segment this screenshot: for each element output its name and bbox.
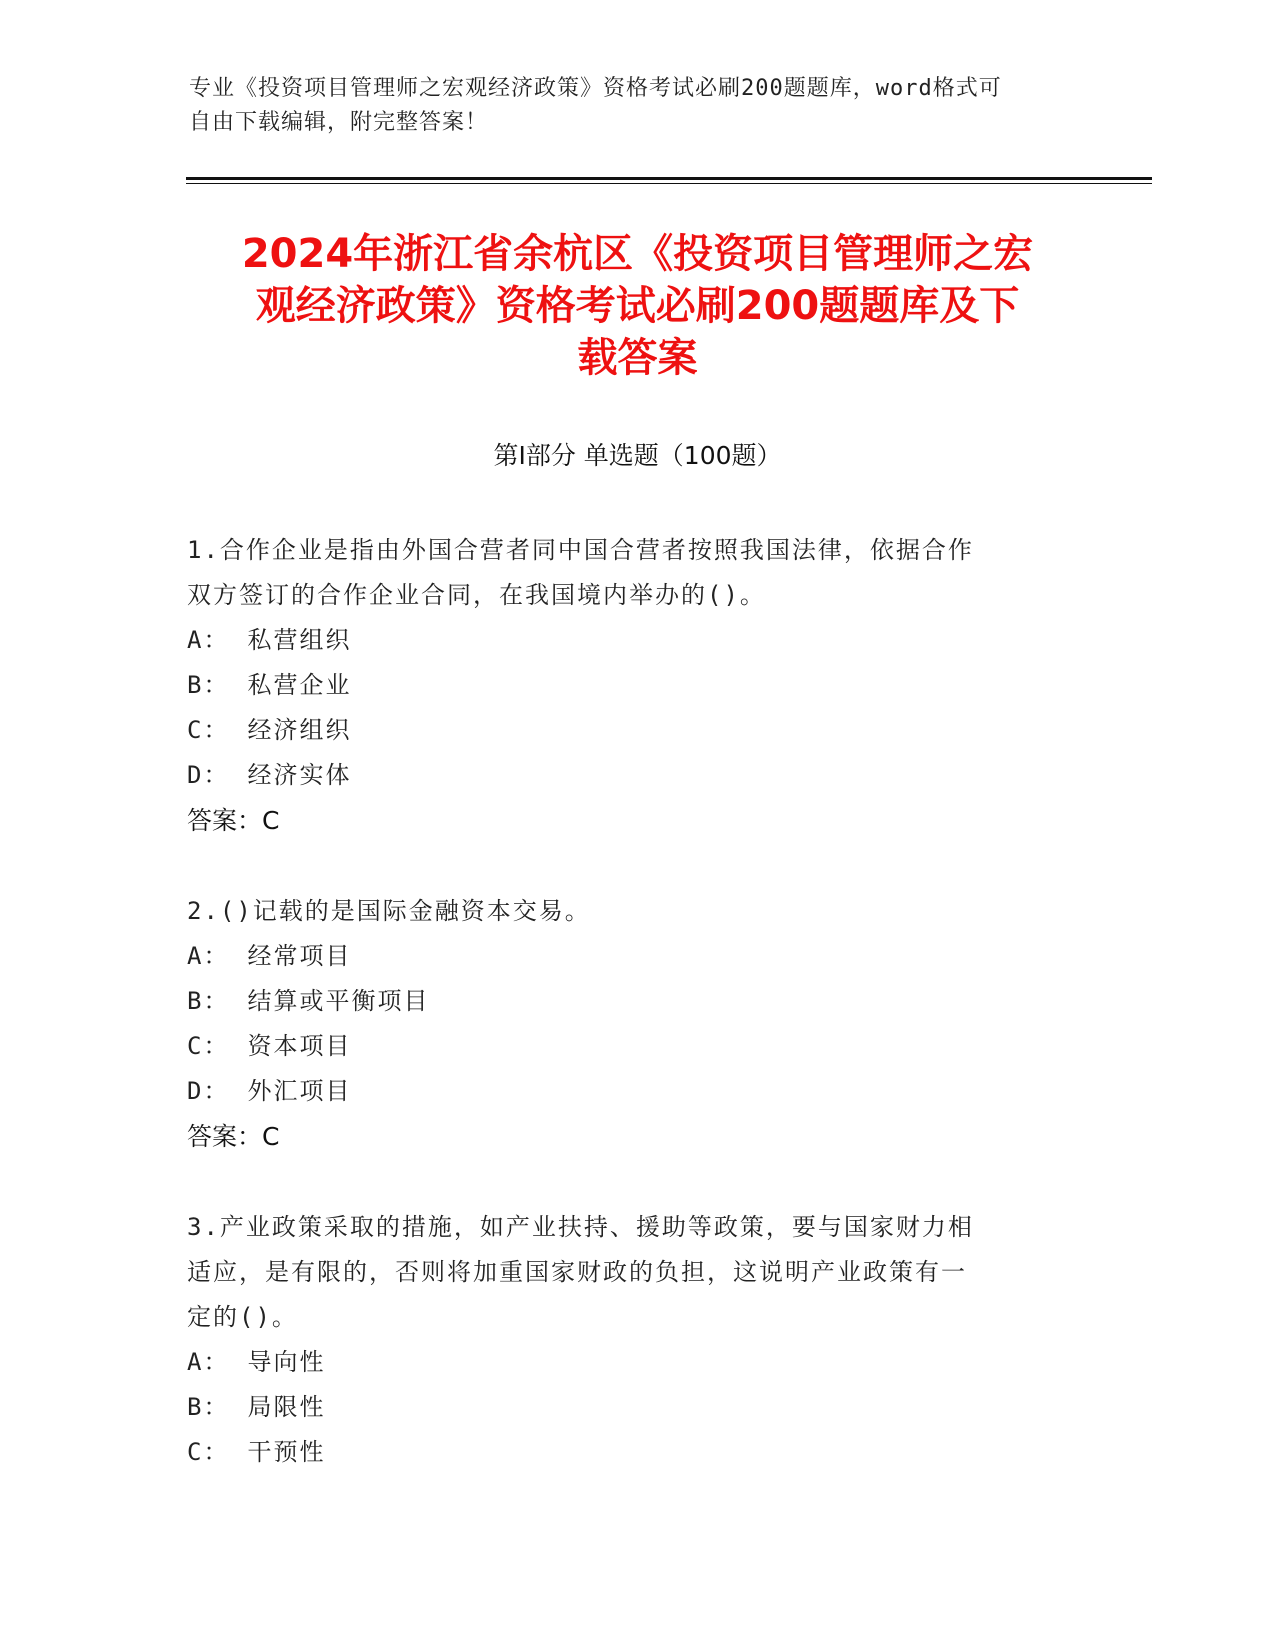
option-key: D： xyxy=(187,1077,230,1105)
header-divider-thick xyxy=(186,177,1152,180)
option-key: C： xyxy=(187,1032,230,1060)
option-c xyxy=(187,1024,1067,1069)
option-key: A： xyxy=(187,626,230,654)
question-3 xyxy=(187,1205,1067,1475)
option-a xyxy=(187,934,1067,979)
option-b xyxy=(187,979,1067,1024)
option-c xyxy=(187,1430,1067,1475)
header-note-line-1: 专业《投资项目管理师之宏观经济政策》资格考试必刷200题题库，word格式可 xyxy=(189,76,1002,101)
option-text: 经济实体 xyxy=(247,761,352,789)
question-list xyxy=(187,528,1067,1521)
question-stem-line: 适应，是有限的，否则将加重国家财政的负担，这说明产业政策有一 xyxy=(187,1258,967,1286)
document-title xyxy=(180,228,1095,384)
question-stem-line: 双方签订的合作企业合同，在我国境内举办的()。 xyxy=(187,581,766,609)
option-c xyxy=(187,708,1067,753)
option-key: B： xyxy=(187,987,230,1015)
question-stem-line: 定的()。 xyxy=(187,1303,298,1331)
option-b xyxy=(187,663,1067,708)
option-a xyxy=(187,1340,1067,1385)
document-title-line-3: 载答案 xyxy=(577,335,698,381)
question-2 xyxy=(187,889,1067,1159)
question-stem-line: 1.合作企业是指由外国合营者同中国合营者按照我国法律，依据合作 xyxy=(187,536,974,564)
question-1 xyxy=(187,528,1067,843)
answer-line: 答案：C xyxy=(187,1122,280,1151)
option-key: D： xyxy=(187,761,230,789)
option-key: C： xyxy=(187,1438,230,1466)
option-text: 外汇项目 xyxy=(247,1077,352,1105)
option-text: 私营企业 xyxy=(247,671,352,699)
option-b xyxy=(187,1385,1067,1430)
option-text: 结算或平衡项目 xyxy=(247,987,430,1015)
option-text: 局限性 xyxy=(247,1393,326,1421)
option-text: 经济组织 xyxy=(247,716,352,744)
option-text: 导向性 xyxy=(247,1348,326,1376)
option-text: 私营组织 xyxy=(247,626,352,654)
header-note-line-2: 自由下载编辑，附完整答案！ xyxy=(189,110,489,135)
header-note xyxy=(189,72,1069,140)
section-heading: 第Ⅰ部分 单选题（100题） xyxy=(493,441,782,470)
question-stem-line: 3.产业政策采取的措施，如产业扶持、援助等政策，要与国家财力相 xyxy=(187,1213,974,1241)
document-title-line-1: 2024年浙江省余杭区《投资项目管理师之宏 xyxy=(241,231,1034,277)
option-text: 经常项目 xyxy=(247,942,352,970)
option-text: 资本项目 xyxy=(247,1032,352,1060)
question-stem-line: 2.()记载的是国际金融资本交易。 xyxy=(187,897,591,925)
header-divider-thin xyxy=(186,183,1152,184)
option-a xyxy=(187,618,1067,663)
document-title-line-2: 观经济政策》资格考试必刷200题题库及下 xyxy=(255,283,1020,329)
option-key: A： xyxy=(187,942,230,970)
option-text: 干预性 xyxy=(247,1438,326,1466)
option-d xyxy=(187,1069,1067,1114)
option-key: A： xyxy=(187,1348,230,1376)
option-key: B： xyxy=(187,671,230,699)
option-d xyxy=(187,753,1067,798)
option-key: B： xyxy=(187,1393,230,1421)
answer-line: 答案：C xyxy=(187,806,280,835)
option-key: C： xyxy=(187,716,230,744)
